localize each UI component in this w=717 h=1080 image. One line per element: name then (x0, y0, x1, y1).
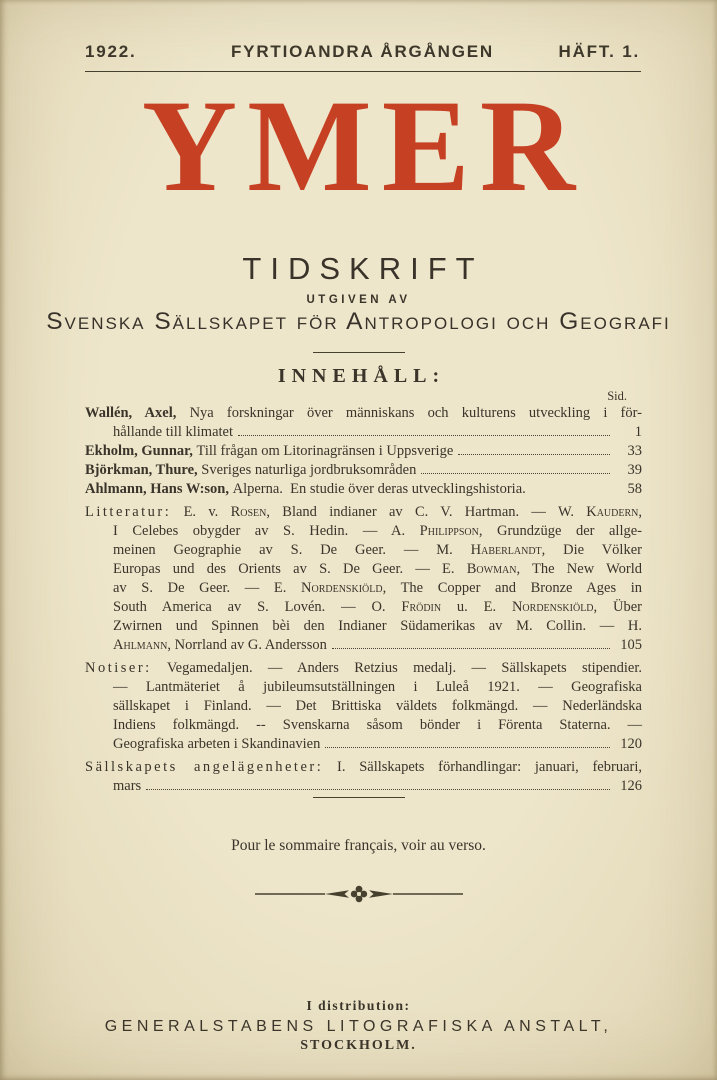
entry-text: , Über (593, 599, 642, 615)
person-name: Nordenskiöld (511, 599, 594, 615)
toc-line (85, 423, 642, 442)
entry-author: Wallén, Axel, (85, 405, 177, 421)
masthead-title-text: YMER (141, 72, 586, 219)
toc-line (85, 735, 642, 754)
issue-number: HÄFT. 1. (558, 42, 640, 61)
distribution-block (0, 998, 717, 1054)
toc-line (85, 541, 642, 560)
issue-header (85, 42, 640, 62)
page-number: 105 (620, 637, 642, 653)
toc-entry-sallskapets (85, 758, 642, 796)
journal-subtitle (0, 251, 717, 287)
entry-text: av S. De Geer. — E. (113, 580, 301, 596)
entry-text: Europas und des Orients av S. De Geer. — E. (113, 561, 467, 577)
printer-name: GENERALSTABENS LITOGRAFISKA ANSTALT, (104, 1018, 613, 1035)
toc-line (85, 522, 642, 541)
entry-text: , Norrland av G. Andersson (167, 637, 327, 653)
entry-author: Ahlmann, Hans W:son, (85, 481, 229, 497)
entry-text: Alperna. En studie över deras utvecklingshistoria. (228, 481, 526, 497)
dotted-leader (238, 435, 610, 436)
page-number: 39 (627, 462, 642, 478)
toc-line (85, 480, 642, 499)
entry-text: — Lantmäteriet å jubileumsutställningen i Luleå 1921. — Geografiska (113, 679, 642, 695)
dotted-leader (332, 648, 610, 649)
toc-line (85, 678, 642, 697)
entry-text: , Grundzüge der allge- (478, 523, 642, 539)
entry-text: , Die Völker (541, 542, 642, 558)
toc-entry (85, 461, 642, 480)
toc-line (85, 758, 642, 777)
masthead-title (0, 72, 717, 219)
person-name: Frödin (401, 599, 442, 615)
entry-text: Indiens folkmängd. -- Svenskarna såsom bönder i Förenta Staterna. — (113, 717, 642, 733)
person-name: Rosen (230, 504, 267, 520)
toc-line (85, 404, 642, 423)
toc-line (85, 697, 642, 716)
entry-text: South America av S. Lovén. — O. (113, 599, 402, 615)
ornament-divider (251, 883, 467, 905)
entry-text: Sveriges naturliga jordbruksområden (197, 462, 417, 478)
dotted-leader (458, 454, 610, 455)
french-note: Pour le sommaire français, voir au verso. (231, 837, 486, 854)
person-name: Ahlmann (113, 637, 168, 653)
toc-line (85, 636, 642, 655)
entry-text: Nya forskningar över människans och kulturens utveckling i för- (176, 405, 642, 421)
entry-author: Björkman, Thure, (85, 462, 198, 478)
entry-text: , The Copper and Bronze Ages in (382, 580, 642, 596)
person-name: Philippson (419, 523, 479, 539)
divider-rule-bottom (313, 797, 405, 798)
toc-heading-text: INNEHÅLL: (277, 365, 446, 387)
toc-heading (0, 365, 717, 388)
page-number: 1 (634, 424, 642, 440)
page-number: 120 (620, 736, 642, 752)
toc-line (85, 579, 642, 598)
issue-volume: FYRTIOANDRA ÅRGÅNGEN (231, 42, 494, 61)
toc-entry-litteratur (85, 503, 642, 655)
entry-text: Zwirnen und Spinnen bèi den Indianer Südamerikas av M. Collin. — H. (113, 618, 642, 634)
page-number: 126 (620, 778, 642, 794)
table-of-contents (85, 404, 642, 796)
entry-text: , Bland indianer av C. V. Hartman. — W. (266, 504, 587, 520)
distribution-label: I distribution: (306, 998, 411, 1013)
toc-line (85, 503, 642, 522)
section-label: Litteratur: (85, 504, 172, 520)
entry-text: mars (113, 778, 142, 794)
entry-text: Geografiska arbeten i Skandinavien (113, 736, 321, 752)
person-name: Bowman (466, 561, 517, 577)
entry-text: u. E. (441, 599, 512, 615)
entry-text: Till frågan om Litorinagränsen i Uppsverige (192, 443, 454, 459)
entry-text: I Celebes obygder av S. Hedin. — A. (113, 523, 420, 539)
toc-line (85, 560, 642, 579)
toc-line (85, 777, 642, 796)
toc-entry (85, 442, 642, 461)
entry-text: Vegamedaljen. — Anders Retzius medalj. — Sällskapets stipendier. (151, 660, 642, 676)
toc-entry (85, 480, 642, 499)
person-name: Nordenskiöld (301, 580, 383, 596)
entry-author: Ekholm, Gunnar, (85, 443, 193, 459)
society-name: Svenska Sällskapet för Antropologi och Geografi (46, 308, 671, 335)
entry-text: meinen Geographie av S. De Geer. — M. (113, 542, 471, 558)
section-label: Notiser: (85, 660, 152, 676)
dotted-leader (421, 473, 610, 474)
toc-line (85, 617, 642, 636)
entry-text: , The New World (516, 561, 643, 577)
person-name: Haberlandt (470, 542, 542, 558)
toc-entry-notiser (85, 659, 642, 754)
toc-line (85, 461, 642, 480)
printer-city: STOCKHOLM. (300, 1038, 417, 1053)
person-name: Kaudern (586, 504, 639, 520)
entry-text: E. v. (171, 504, 231, 520)
journal-subtitle-text: TIDSKRIFT (242, 251, 484, 286)
toc-entry (85, 404, 642, 442)
toc-line (85, 716, 642, 735)
page-number: 33 (627, 443, 642, 459)
issue-year: 1922. (85, 42, 137, 61)
divider-rule-top (313, 352, 405, 353)
section-label: Sällskapets angelägenheter: (85, 759, 324, 775)
entry-text: sällskapet i Finland. — Det Brittiska väldets folkmängd. — Nederländska (113, 698, 642, 714)
toc-line (85, 659, 642, 678)
entry-text: , (638, 504, 642, 520)
page-column-label: Sid. (607, 389, 627, 403)
entry-text: I. Sällskapets förhandlingar: januari, februari, (323, 759, 642, 775)
published-by-label: UTGIVEN AV (306, 294, 411, 306)
dotted-leader (325, 747, 610, 748)
toc-line (85, 442, 642, 461)
toc-line (85, 598, 642, 617)
dotted-leader (146, 789, 610, 790)
entry-text: hållande till klimatet (113, 424, 233, 440)
page-number: 58 (627, 481, 642, 497)
